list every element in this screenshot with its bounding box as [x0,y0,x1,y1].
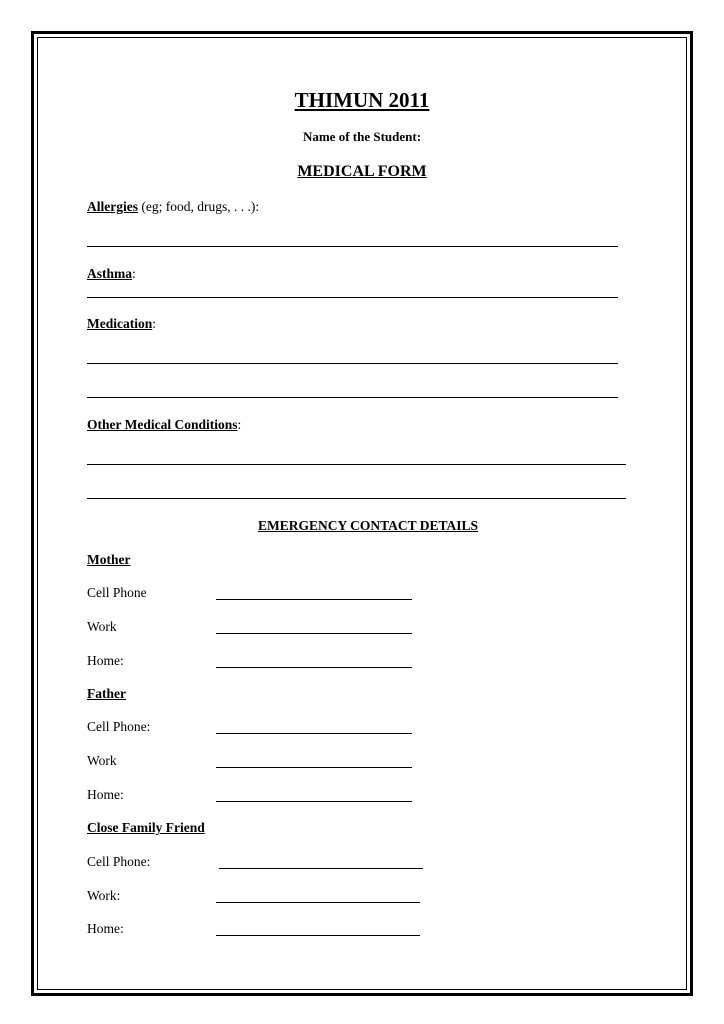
mother-home-answer-line[interactable] [216,667,412,668]
other-conditions-colon: : [237,417,242,432]
emergency-contact-heading: EMERGENCY CONTACT DETAILS [258,518,479,533]
other-conditions-answer-line-2[interactable] [87,498,626,499]
father-home-answer-line[interactable] [216,801,412,802]
medical-form-title: MEDICAL FORM [297,163,427,180]
allergies-row [87,199,259,215]
friend-work-label: Work: [87,888,121,903]
allergies-answer-line[interactable] [87,246,618,247]
mother-home-label: Home: [87,653,124,668]
mother-work-label: Work [87,619,117,634]
allergies-label: Allergies [87,199,138,214]
friend-home-answer-line[interactable] [216,935,420,936]
medication-colon: : [152,316,157,331]
asthma-label: Asthma [87,266,133,281]
student-name-label: Name of the Student: [302,129,422,144]
other-conditions-label: Other Medical Conditions [87,417,238,432]
friend-cell-answer-line[interactable] [219,868,423,869]
medication-row [87,316,156,332]
father-cell-answer-line[interactable] [216,733,412,734]
mother-heading: Mother [87,552,131,567]
medication-answer-line-2[interactable] [87,397,618,398]
other-conditions-row [87,417,241,433]
asthma-colon: : [132,266,136,281]
other-conditions-answer-line-1[interactable] [87,464,626,465]
father-home-label: Home: [87,787,124,802]
father-heading: Father [87,686,126,701]
form-title-thimun: THIMUN 2011 [294,88,430,112]
friend-heading: Close Family Friend [87,820,205,835]
father-cell-label: Cell Phone: [87,719,151,734]
mother-cell-answer-line[interactable] [216,599,412,600]
asthma-answer-line[interactable] [87,297,618,298]
mother-cell-label: Cell Phone [87,585,147,600]
father-work-label: Work [87,753,117,768]
medication-answer-line-1[interactable] [87,363,618,364]
mother-work-answer-line[interactable] [216,633,412,634]
friend-home-label: Home: [87,921,124,936]
allergies-hint: (eg; food, drugs, . . .): [137,199,260,214]
friend-work-answer-line[interactable] [216,902,420,903]
friend-cell-label: Cell Phone: [87,854,151,869]
asthma-row [87,266,136,282]
medication-label: Medication [87,316,153,331]
father-work-answer-line[interactable] [216,767,412,768]
